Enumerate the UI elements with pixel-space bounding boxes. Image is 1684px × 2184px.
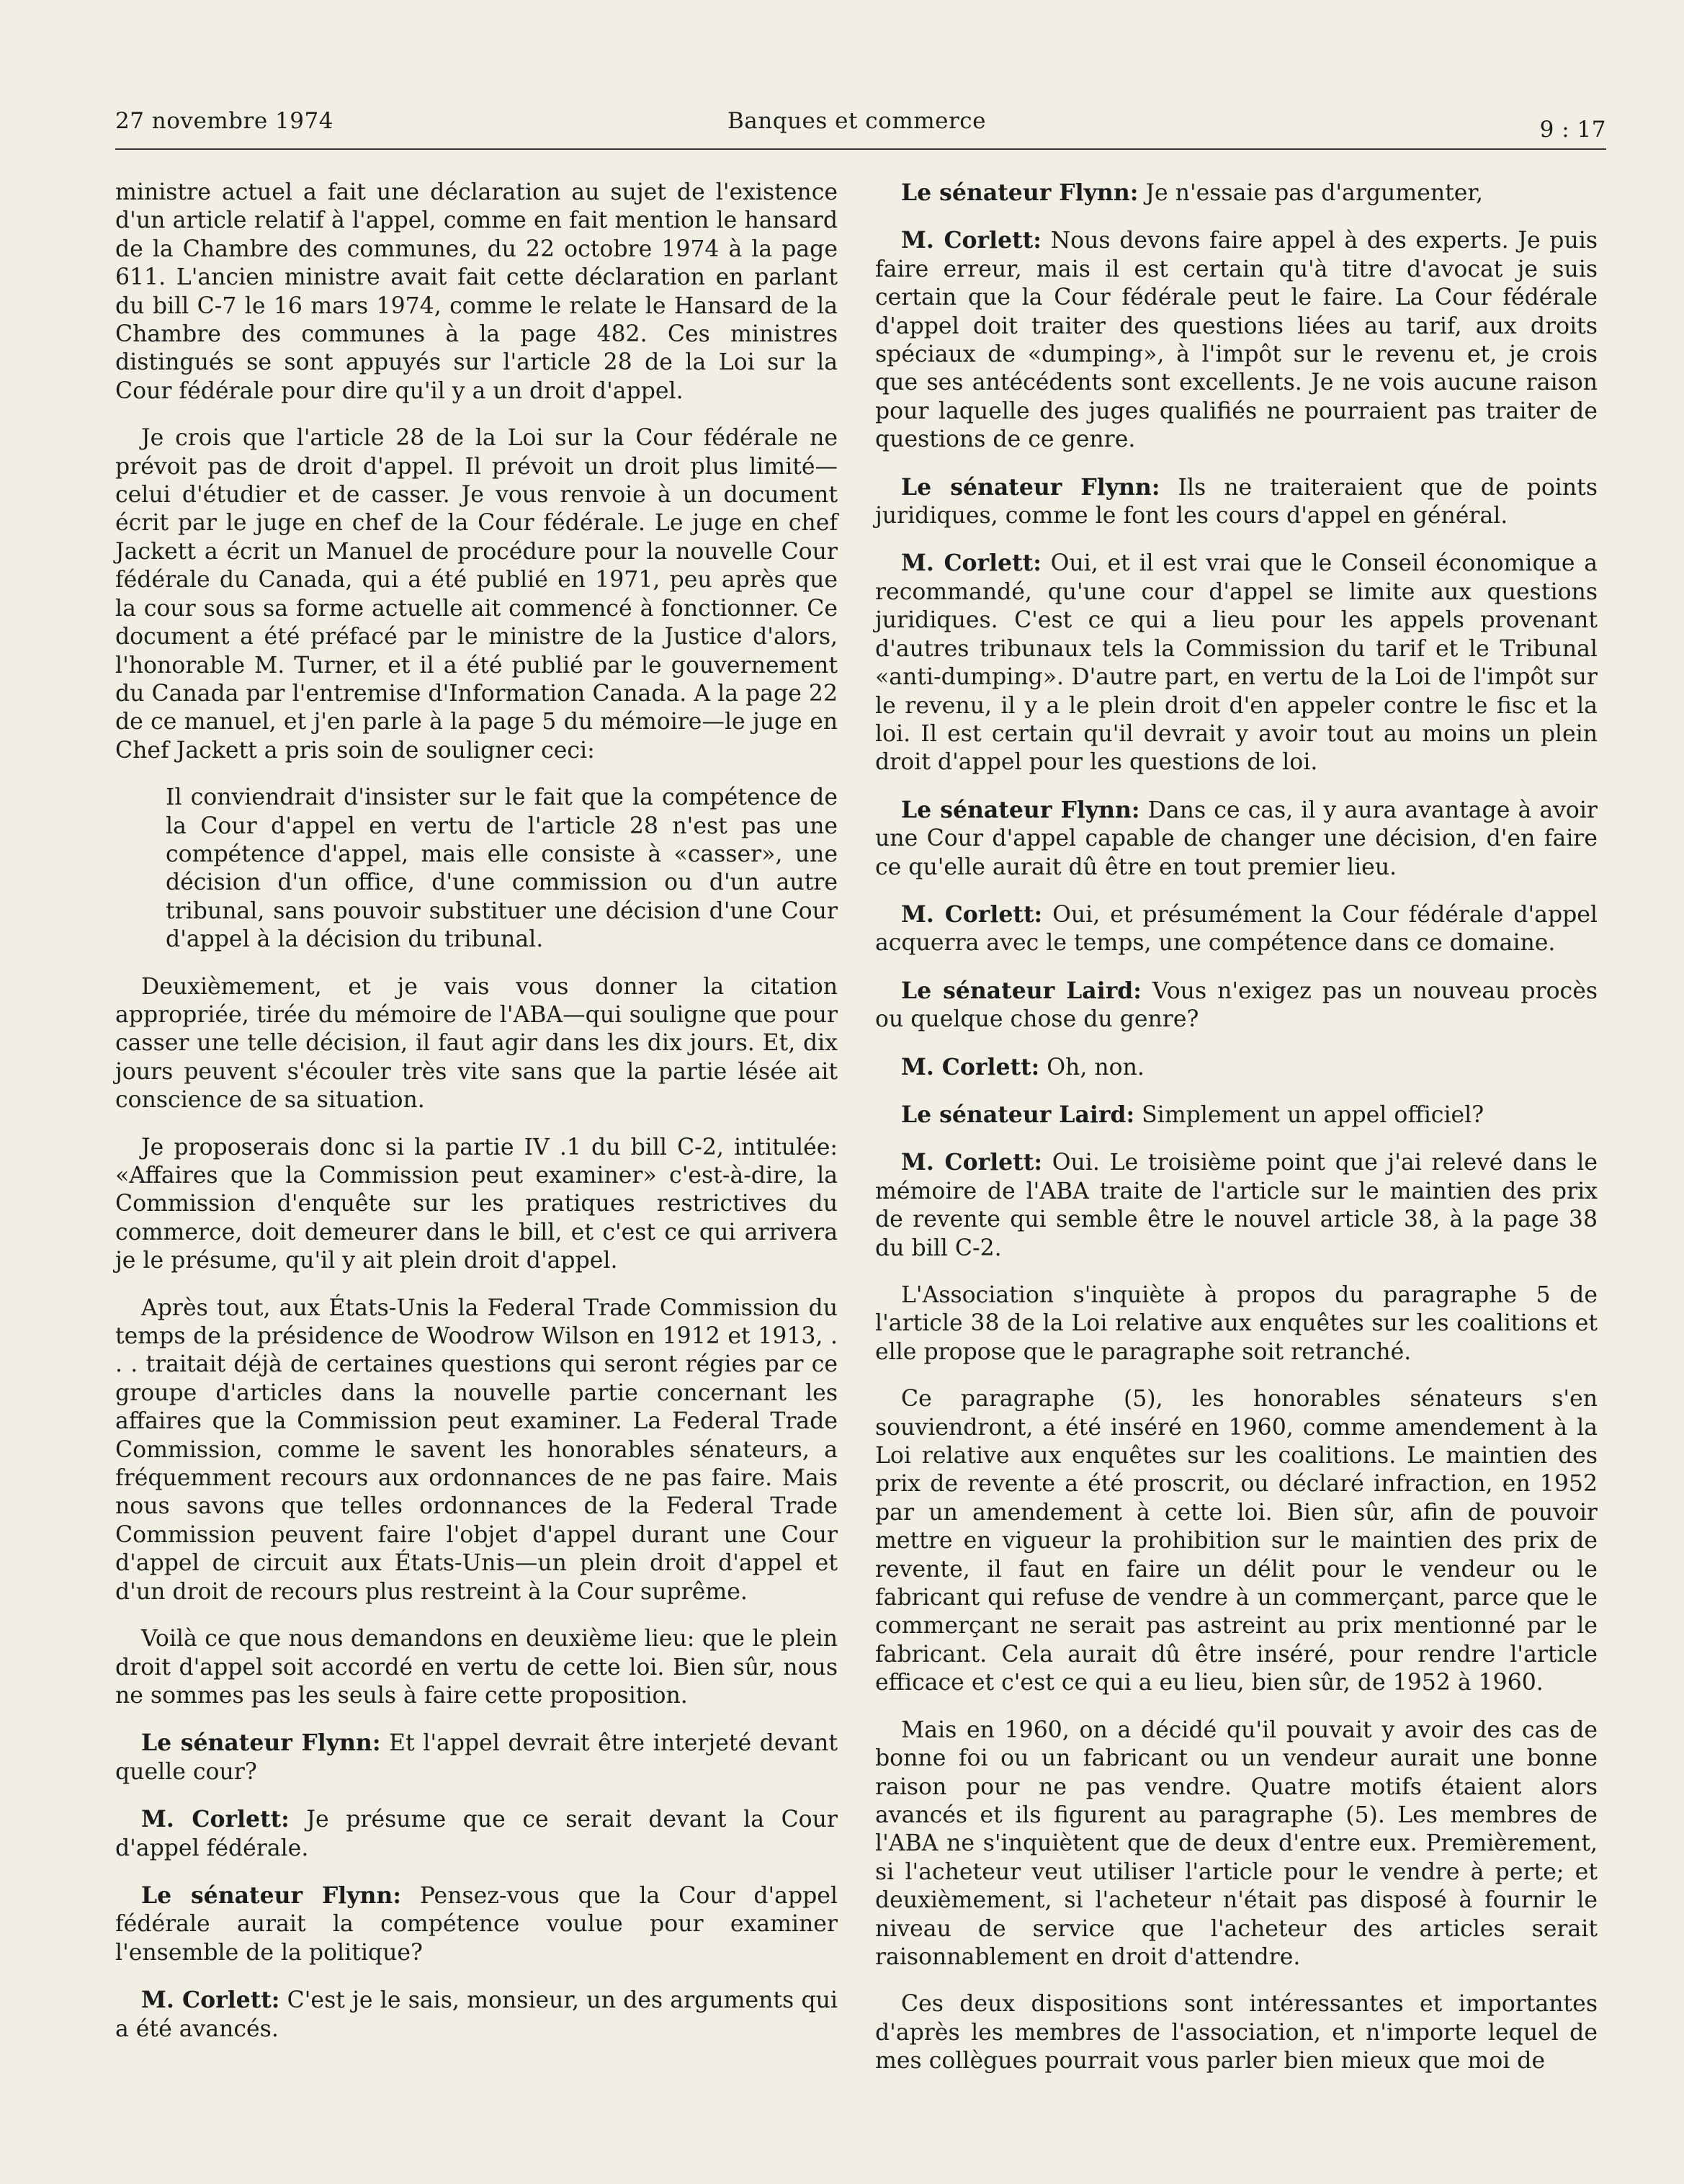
paragraph: Deuxièmement, et je vais vous donner la citation appropriée, tirée du mémoire de l'ABA—qui souligne que pour casser une telle décision, il faut agir dans les dix jours. Et, dix jours peuvent s'écouler très vite sans que la partie lésée ait conscience de sa situation.	[115, 973, 838, 1114]
speaker-name: M. Corlett:	[901, 550, 1042, 577]
speaker-name: Le sénateur Flynn:	[901, 473, 1160, 501]
speaker-name: Le sénateur Laird:	[901, 977, 1142, 1004]
paragraph: M. Corlett: Oui, et présumément la Cour fédérale d'appel acquerra avec le temps, une compétence dans ce domaine.	[875, 900, 1598, 957]
speaker-name: Le sénateur Flynn:	[141, 1881, 401, 1909]
paragraph: Ce paragraphe (5), les honorables sénateurs s'en souviendront, a été inséré en 1960, comme amendement à la Loi relative aux enquêtes sur les coalitions. Le maintien des prix de revente a été proscrit, ou déclaré infraction, en 1952 par un amendement à cette loi. Bien sûr, afin de pouvoir mettre en vigueur la prohibition sur le maintien des prix de revente, il faut en faire un délit pour le vendeur ou le fabricant qui refuse de vendre à un commerçant, parce que le commerçant ne serait pas astreint au prix mentionné par le fabricant. Cela aurait dû être inséré, pour rendre l'article efficace et c'est ce qui a eu lieu, bien sûr, de 1952 à 1960.	[875, 1386, 1598, 1696]
paragraph: Le sénateur Laird: Simplement un appel officiel?	[901, 1101, 1484, 1128]
speaker-name: M. Corlett:	[901, 1053, 1040, 1080]
speaker-name: Le sénateur Flynn:	[901, 796, 1140, 823]
page-header	[115, 105, 1606, 150]
paragraph: Le sénateur Laird: Vous n'exigez pas un nouveau procès ou quelque chose du genre?	[875, 977, 1598, 1033]
paragraph: L'Association s'inquiète à propos du paragraphe 5 de l'article 38 de la Loi relative aux enquêtes sur les coalitions et elle propose que le paragraphe soit retranché.	[875, 1282, 1598, 1365]
block-quote: Il conviendrait d'insister sur le fait que la compétence de la Cour d'appel en vertu de l'article 28 n'est pas une compétence d'appel, mais elle consiste à «casser», une décision d'un office, d'une commission ou d'un autre tribunal, sans pouvoir substituer une décision d'une Cour d'appel à la décision du tribunal.	[166, 784, 838, 953]
paragraph: Le sénateur Flynn: Dans ce cas, il y aura avantage à avoir une Cour d'appel capable de changer une décision, d'en faire ce qu'elle aurait dû être en tout premier lieu.	[875, 796, 1598, 880]
paragraph: ministre actuel a fait une déclaration au sujet de l'existence d'un article relatif à l'appel, comme en fait mention le hansard de la Chambre des communes, du 22 octobre 1974 à la page 611. L'ancien ministre avait fait cette déclaration en parlant du bill C-7 le 16 mars 1974, comme le relate le Hansard de la Chambre des communes à la page 482. Ces ministres distingués se sont appuyés sur l'article 28 de la Loi sur la Cour fédérale pour dire qu'il y a un droit d'appel.	[115, 179, 838, 404]
paragraph: Ces deux dispositions sont intéressantes et importantes d'après les membres de l'association, et n'importe lequel de mes collègues pourrait vous parler bien mieux que moi de	[875, 1991, 1598, 2075]
paragraph: M. Corlett: Oui, et il est vrai que le Conseil économique a recommandé, qu'une cour d'appel se limite aux questions juridiques. C'est ce qui a lieu pour les appels provenant d'autres tribunaux tels la Commission du tarif et le Tribunal «anti-dumping». D'autre part, en vertu de la Loi de l'impôt sur le revenu, il y a le plein droit d'en appeler contre le fisc et la loi. Il est certain qu'il devrait y avoir tout au moins un plein droit d'appel pour les questions de loi.	[875, 550, 1598, 776]
paragraph: M. Corlett: Oh, non.	[901, 1053, 1145, 1080]
speaker-name: Le sénateur Laird:	[901, 1101, 1135, 1128]
header-title: Banques et commerce	[727, 108, 986, 134]
paragraph: Le sénateur Flynn: Je n'essaie pas d'argumenter,	[901, 179, 1484, 206]
paragraph: Mais en 1960, on a décidé qu'il pouvait y avoir des cas de bonne foi ou un fabricant ou un vendeur aurait une bonne raison pour ne pas vendre. Quatre motifs étaient alors avancés et ils figurent au paragraphe (5). Les membres de l'ABA ne s'inquiètent que de deux d'entre eux. Premièrement, si l'acheteur veut utiliser l'article pour le vendre à perte; et deuxièmement, si l'acheteur n'était pas disposé à fournir le niveau de service que l'acheteur des articles serait raisonnablement en droit d'attendre.	[875, 1717, 1598, 1970]
paragraph: Je proposerais donc si la partie IV .1 du bill C-2, intitulée: «Affaires que la Commission peut examiner» c'est-à-dire, la Commission d'enquête sur les pratiques restrictives du commerce, doit demeurer dans le bill, et c'est ce qui arrivera je le présume, qu'il y ait plein droit d'appel.	[115, 1134, 838, 1274]
paragraph: Je crois que l'article 28 de la Loi sur la Cour fédérale ne prévoit pas de droit d'appel. Il prévoit un droit plus limité—celui d'étudier et de casser. Je vous renvoie à un document écrit par le juge en chef de la Cour fédérale. Le juge en chef Jackett a écrit un Manuel de procédure pour la nouvelle Cour fédérale du Canada, qui a été publié en 1971, peu après que la cour sous sa forme actuelle ait commencé à fonctionner. Ce document a été préfacé par le ministre de la Justice d'alors, l'honorable M. Turner, et il a été publié par le gouvernement du Canada par l'entremise d'Information Canada. A la page 22 de ce manuel, et j'en parle à la page 5 du mémoire—le juge en Chef Jackett a pris soin de souligner ceci:	[115, 425, 838, 764]
right-column	[875, 179, 1598, 2095]
left-column	[115, 179, 838, 2062]
speaker-name: M. Corlett:	[141, 1987, 280, 2014]
paragraph: M. Corlett: Je présume que ce serait devant la Cour d'appel fédérale.	[115, 1806, 838, 1861]
speaker-name: M. Corlett:	[901, 227, 1042, 254]
speaker-name: M. Corlett:	[141, 1806, 290, 1833]
speaker-name: M. Corlett:	[901, 900, 1043, 928]
speaker-name: M. Corlett:	[901, 1149, 1042, 1176]
paragraph: M. Corlett: Oui. Le troisième point que j'ai relevé dans le mémoire de l'ABA traite de l'article sur le maintien des prix de revente qui semble être le nouvel article 38, à la page 38 du bill C-2.	[875, 1149, 1598, 1261]
paragraph: Après tout, aux États-Unis la Federal Trade Commission du temps de la présidence de Woodrow Wilson en 1912 et 1913, . . . traitait déjà de certaines questions qui seront régies par ce groupe d'articles dans la nouvelle partie concernant les affaires que la Commission peut examiner. La Federal Trade Commission, comme le savent les honorables sénateurs, a fréquemment recours aux ordonnances de ne pas faire. Mais nous savons que telles ordonnances de la Federal Trade Commission peuvent faire l'objet d'appel durant une Cour d'appel de circuit aux États-Unis—un plein droit d'appel et d'un droit de recours plus restreint à la Cour suprême.	[115, 1294, 838, 1605]
paragraph: Le sénateur Flynn: Ils ne traiteraient que de points juridiques, comme le font les cours d'appel en général.	[875, 473, 1598, 529]
paragraph: Le sénateur Flynn: Et l'appel devrait être interjeté devant quelle cour?	[115, 1729, 838, 1785]
paragraph: M. Corlett: C'est je le sais, monsieur, un des arguments qui a été avancés.	[115, 1987, 838, 2042]
paragraph: M. Corlett: Nous devons faire appel à des experts. Je puis faire erreur, mais il est certain qu'à titre d'avocat je suis certain que la Cour fédérale peut le faire. La Cour fédérale d'appel doit traiter des questions liées au tarif, aux droits spéciaux de «dumping», à l'impôt sur le revenu et, je crois que ses antécédents sont excellents. Je ne vois aucune raison pour laquelle des juges qualifiés ne pourraient pas traiter de questions de ce genre.	[875, 227, 1598, 453]
header-page-number: 9 : 17	[1539, 117, 1606, 143]
paragraph: Le sénateur Flynn: Pensez-vous que la Cour d'appel fédérale aurait la compétence voulue pour examiner l'ensemble de la politique?	[115, 1881, 838, 1966]
header-date: 27 novembre 1974	[115, 108, 333, 134]
speaker-name: Le sénateur Flynn:	[141, 1729, 381, 1757]
speaker-name: Le sénateur Flynn:	[901, 179, 1139, 206]
paragraph: Voilà ce que nous demandons en deuxième lieu: que le plein droit d'appel soit accordé en vertu de cette loi. Bien sûr, nous ne sommes pas les seuls à faire cette proposition.	[115, 1626, 838, 1709]
